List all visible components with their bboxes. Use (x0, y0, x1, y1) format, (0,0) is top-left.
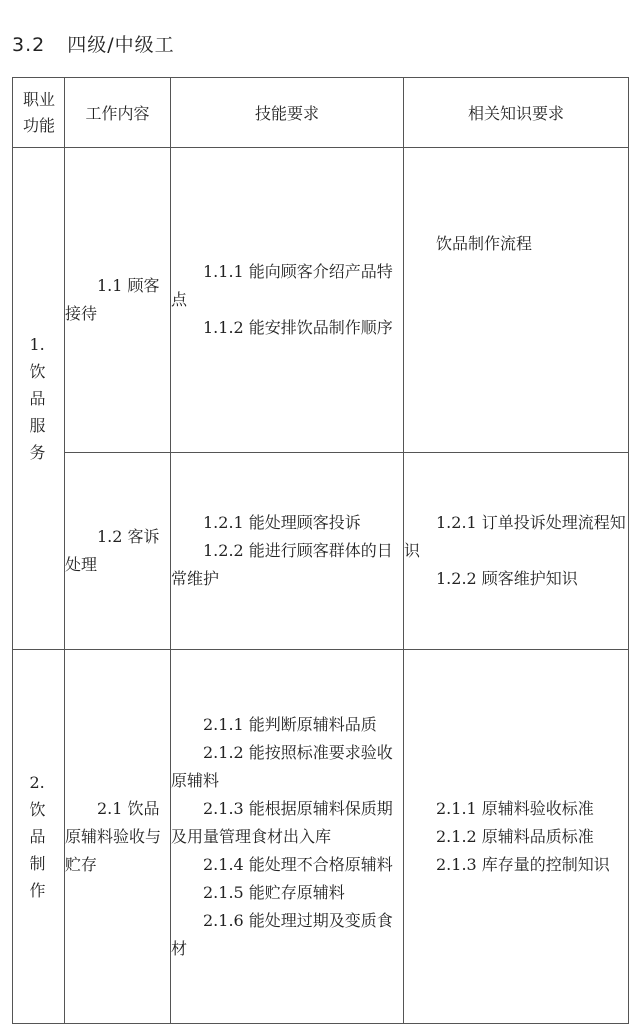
knowledge-cell (404, 453, 629, 650)
knowledge-item: 2.1.2 原辅料品质标准 (436, 826, 594, 846)
knowledge-item: 1.2.2 顾客维护知识 (436, 569, 578, 588)
content-cell (65, 650, 171, 1024)
skill-item: 2.1.5 能贮存原辅料 (203, 882, 345, 902)
function-cell (13, 148, 65, 650)
content-label: 1.1 顾客接待 (65, 276, 160, 323)
skill-item: 1.2.2 能进行顾客群体的日常维护 (171, 541, 393, 588)
skill-item: 2.1.1 能判断原辅料品质 (203, 714, 377, 734)
skills-cell (171, 148, 404, 453)
knowledge-cell (404, 650, 629, 1024)
table-row (13, 148, 629, 453)
knowledge-item: 2.1.1 原辅料验收标准 (436, 798, 594, 818)
knowledge-cell (404, 148, 629, 453)
skill-item: 2.1.6 能处理过期及变质食材 (171, 910, 393, 958)
content-label: 1.2 客诉处理 (65, 527, 160, 574)
skills-cell (171, 453, 404, 650)
header-content: 工作内容 (65, 78, 171, 148)
knowledge-item: 1.2.1 订单投诉处理流程知识 (404, 513, 626, 560)
table-row (13, 453, 629, 650)
table-row (13, 650, 629, 1024)
function-label: 1.饮品服务 (29, 335, 46, 462)
skill-item: 2.1.3 能根据原辅料保质期及用量管理食材出入库 (171, 798, 393, 846)
function-cell (13, 650, 65, 1024)
content-cell (65, 148, 171, 453)
header-skills: 技能要求 (171, 78, 404, 148)
content-cell (65, 453, 171, 650)
skill-item: 1.1.2 能安排饮品制作顺序 (203, 318, 393, 337)
knowledge-item: 2.1.3 库存量的控制知识 (436, 854, 610, 874)
function-label: 2.饮品制作 (29, 773, 46, 900)
skill-item: 2.1.4 能处理不合格原辅料 (203, 854, 393, 874)
skill-item: 1.2.1 能处理顾客投诉 (203, 513, 361, 532)
skill-item: 2.1.2 能按照标准要求验收原辅料 (171, 742, 393, 790)
content-label: 2.1 饮品原辅料验收与贮存 (65, 798, 162, 874)
skills-cell (171, 650, 404, 1024)
skill-item: 1.1.1 能向顾客介绍产品特点 (171, 262, 393, 309)
section-heading (12, 30, 175, 57)
header-function: 职业功能 (13, 78, 65, 148)
header-knowledge: 相关知识要求 (404, 78, 629, 148)
section-title: 四级/中级工 (67, 34, 175, 56)
knowledge-item: 饮品制作流程 (436, 234, 533, 253)
section-number: 3.2 (12, 34, 46, 56)
skill-standard-table (12, 77, 629, 1024)
header-row (13, 78, 629, 148)
